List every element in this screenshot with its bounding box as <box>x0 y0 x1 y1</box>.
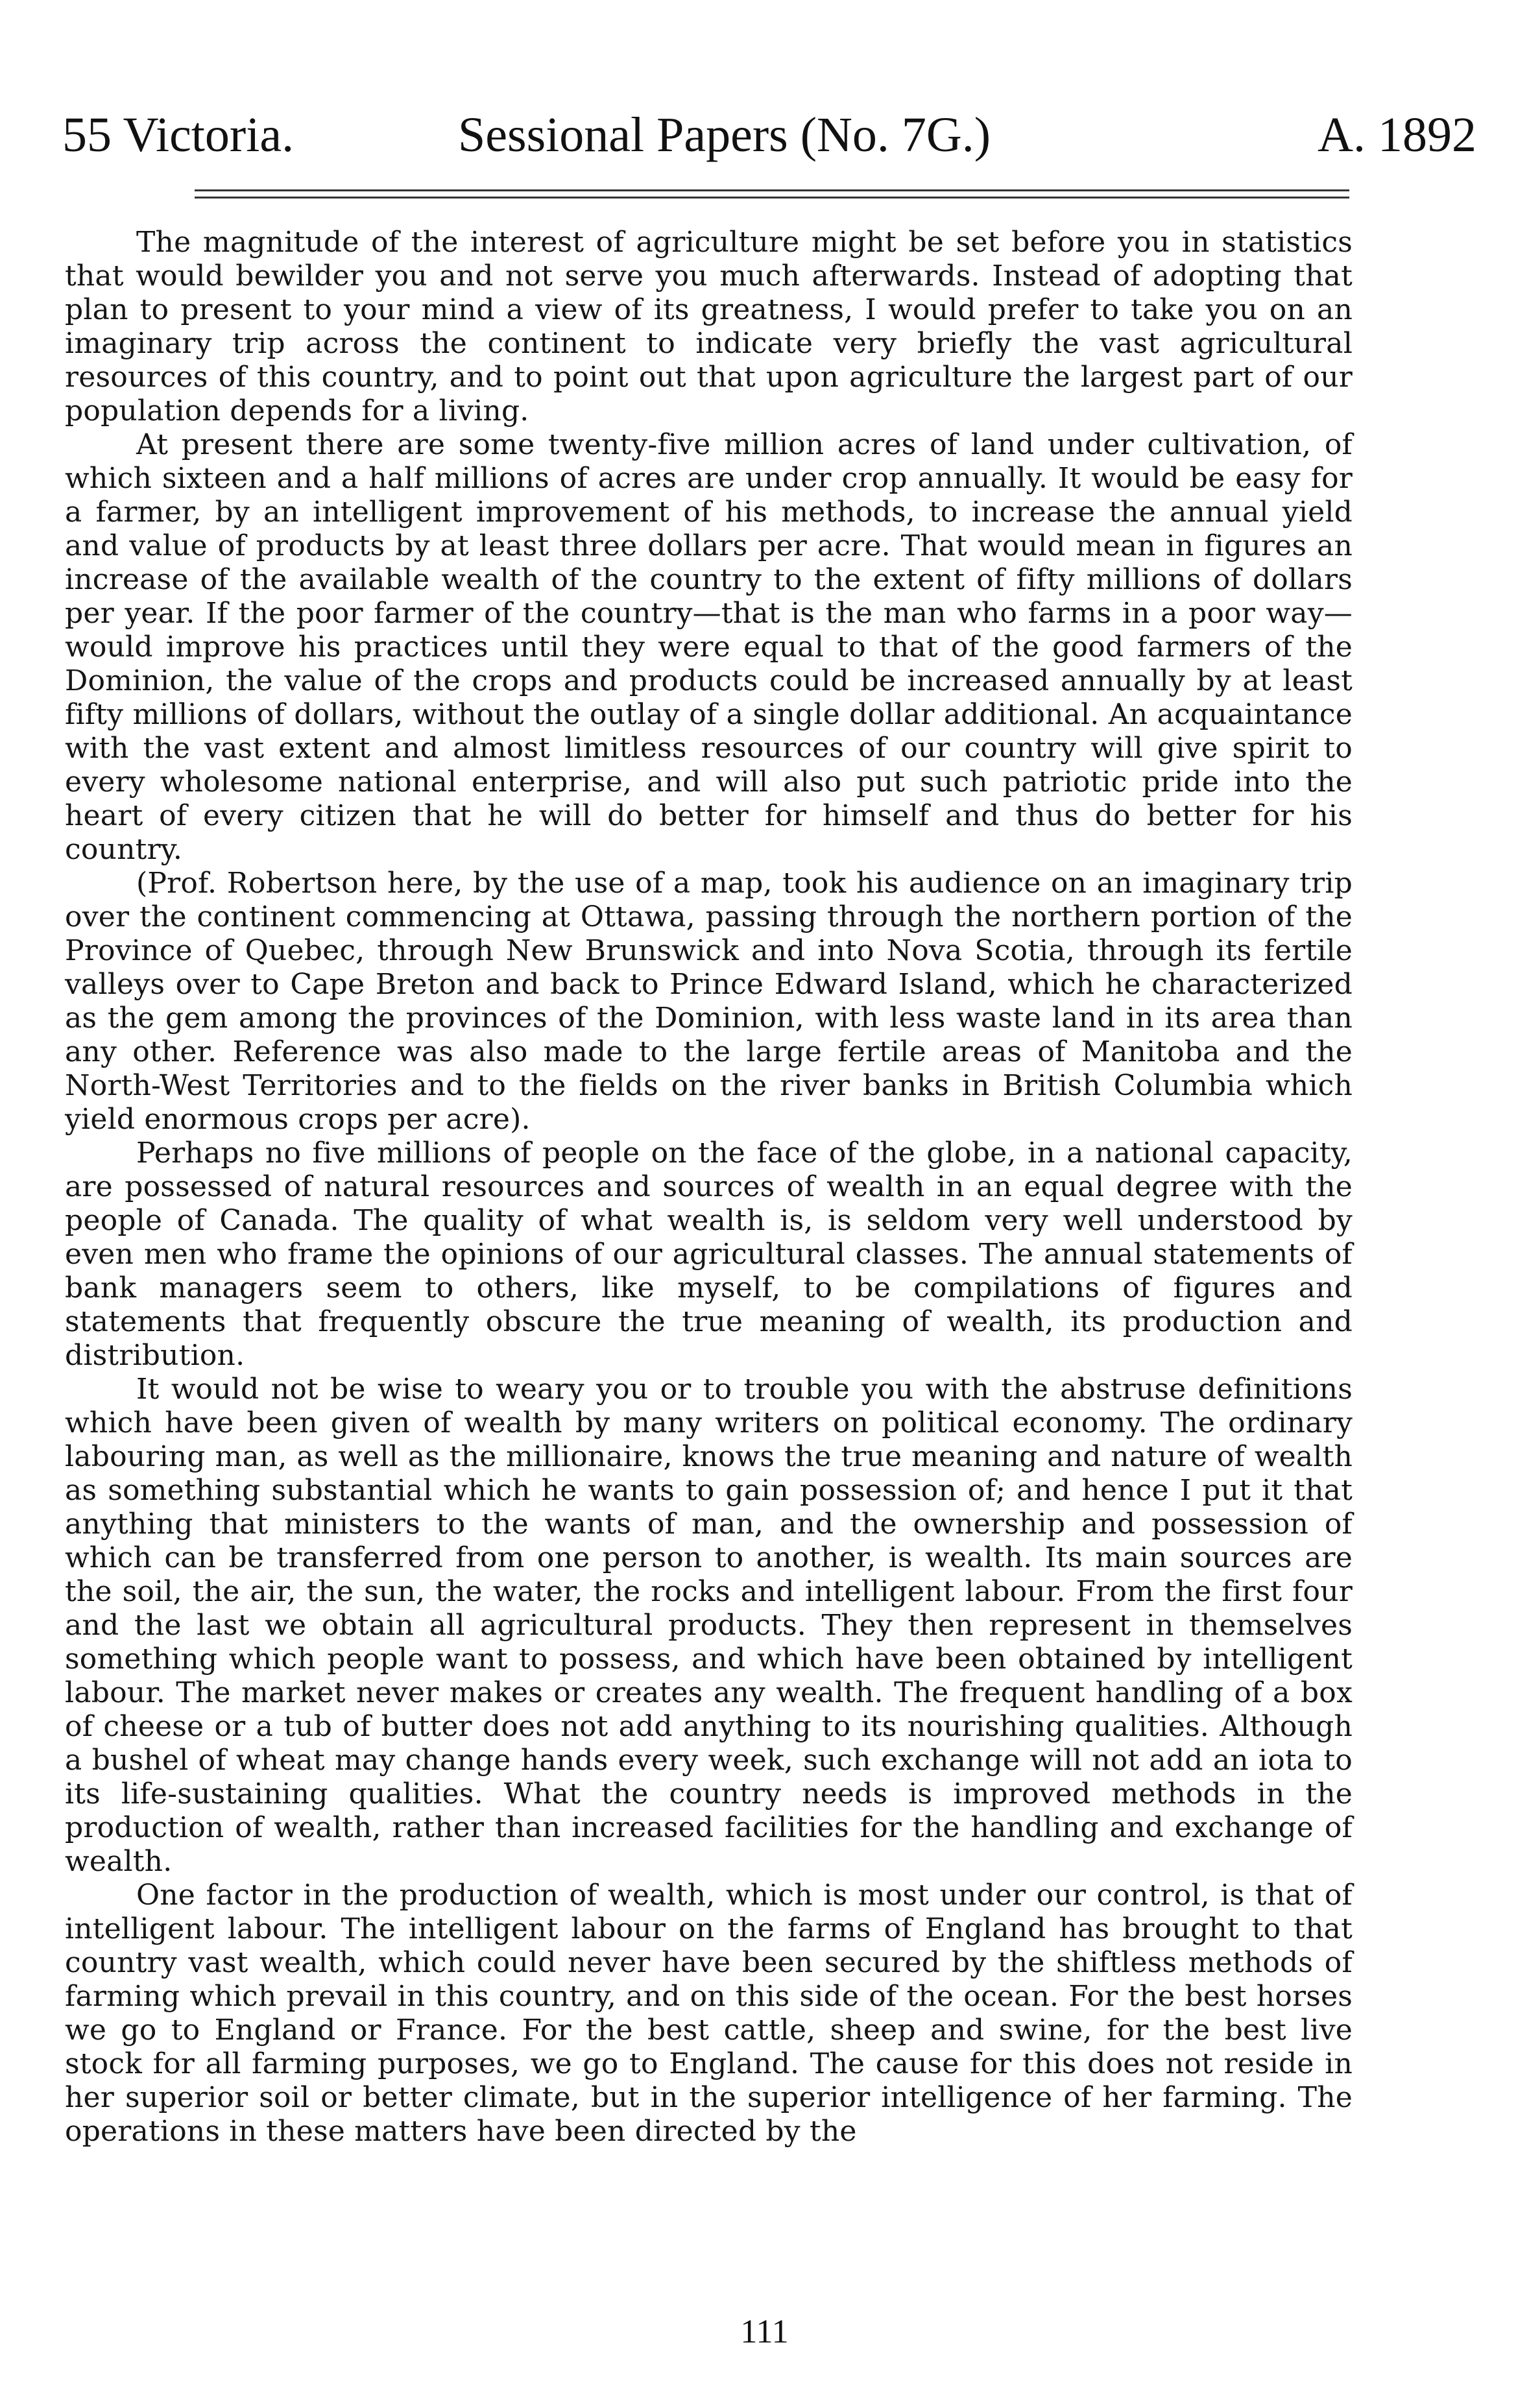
running-header <box>62 107 1476 185</box>
page-number: 111 <box>740 2313 789 2350</box>
body-text <box>65 226 1353 2149</box>
header-volume: 55 Victoria. <box>62 108 295 162</box>
paragraph-1: The magnitude of the interest of agriculture might be set before you in statistics that would bewilder you and not serve you much afterwards. Instead of adopting that plan to present to your mind a view of its greatness, I would prefer to take you on an imaginary trip across the continent to indicate very briefly the vast agricultural resources of this country, and to point out that upon agriculture the largest part of our population depends for a living. <box>65 226 1353 427</box>
paragraph-3: (Prof. Robertson here, by the use of a map, took his audience on an imaginary trip over the continent commencing at Ottawa, passing through the northern portion of the Province of Quebec, through New Brunswick and into Nova Scotia, through its fertile valleys over to Cape Breton and back to Prince Edward Island, which he characterized as the gem among the provinces of the Dominion, with less waste land in its area than any other. Reference was also made to the large fertile areas of Manitoba and the North-West Territories and to the fields on the river banks in British Columbia which yield enormous crops per acre). <box>65 867 1353 1136</box>
header-year: A. 1892 <box>1318 108 1476 162</box>
paragraph-4: Perhaps no five millions of people on the face of the globe, in a national capacity, are possessed of natural resources and sources of wealth in an equal degree with the people of Canada. The quality of what wealth is, is seldom very well understood by even men who frame the opinions of our agricultural classes. The annual statements of bank managers seem to others, like myself, to be compilations of figures and statements that frequently obscure the true meaning of wealth, its production and distribution. <box>65 1137 1353 1372</box>
header-title: Sessional Papers (No. 7G.) <box>458 108 991 162</box>
header-rule-bottom <box>195 197 1349 199</box>
paragraph-6: One factor in the production of wealth, which is most under our control, is that of intelligent labour. The intelligent labour on the farms of England has brought to that country vast wealth, which could never have been secured by the shiftless methods of farming which prevail in this country, and on this side of the ocean. For the best horses we go to England or France. For the best cattle, sheep and swine, for the best live stock for all farming purposes, we go to England. The cause for this does not reside in her superior soil or better climate, but in the superior intelligence of her farming. The operations in these matters have been directed by the <box>65 1879 1353 2148</box>
paragraph-5: It would not be wise to weary you or to trouble you with the abstruse definitions which have been given of wealth by many writers on political economy. The ordinary labouring man, as well as the millionaire, knows the true meaning and nature of wealth as something substantial which he wants to gain possession of; and hence I put it that anything that ministers to the wants of man, and the ownership and possession of which can be transferred from one person to another, is wealth. Its main sources are the soil, the air, the sun, the water, the rocks and intelligent labour. From the first four and the last we obtain all agricultural products. They then represent in themselves something which people want to possess, and which have been obtained by intelligent labour. The market never makes or creates any wealth. The frequent handling of a box of cheese or a tub of butter does not add anything to its nourishing qualities. Although a bushel of wheat may change hands every week, such exchange will not add an iota to its life-sustaining qualities. What the country needs is improved methods in the production of wealth, rather than increased facilities for the handling and exchange of wealth. <box>65 1373 1353 1878</box>
paragraph-2: At present there are some twenty-five million acres of land under cultivation, of which sixteen and a half millions of acres are under crop annually. It would be easy for a farmer, by an intelligent improvement of his methods, to increase the annual yield and value of products by at least three dollars per acre. That would mean in figures an increase of the available wealth of the country to the extent of fifty millions of dollars per year. If the poor farmer of the country—that is the man who farms in a poor way—would improve his practices until they were equal to that of the good farmers of the Dominion, the value of the crops and products could be increased annually by at least fifty millions of dollars, without the outlay of a single dollar additional. An acquaintance with the vast extent and almost limitless resources of our country will give spirit to every wholesome national enterprise, and will also put such patriotic pride into the heart of every citizen that he will do better for himself and thus do better for his country. <box>65 428 1353 866</box>
header-rule-top <box>195 189 1349 191</box>
